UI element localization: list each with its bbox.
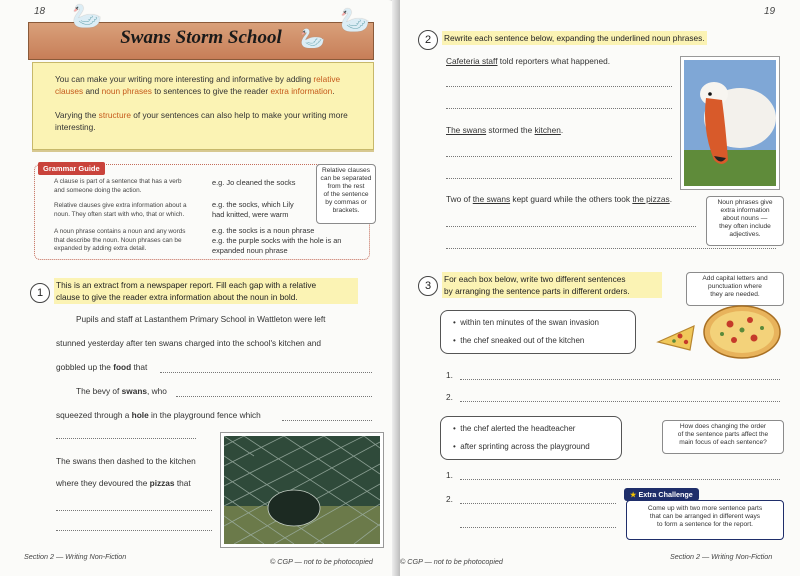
instruction-line: clause to give the reader extra information about the noun in bold. xyxy=(56,292,298,302)
bold-noun: food xyxy=(113,362,132,372)
answer-number: 1. xyxy=(446,470,453,480)
underlined-noun-phrase: kitchen xyxy=(534,125,561,135)
q2-answer-line[interactable] xyxy=(446,156,672,157)
text-span: in the playground fence which xyxy=(148,410,261,420)
q2-answer-line[interactable] xyxy=(446,108,672,109)
instruction-line: This is an extract from a newspaper report. Fill each gap with a relative xyxy=(56,280,317,290)
gg-text-line: and someone doing the action. xyxy=(54,186,142,194)
text-span: . xyxy=(560,125,564,135)
gg-text-line: Relative clauses give extra information about a xyxy=(54,202,187,209)
note-line: Noun phrases give xyxy=(717,199,773,206)
q1-answer-line[interactable] xyxy=(160,372,372,373)
intro-paragraph-2 xyxy=(55,109,355,133)
answer-number: 1. xyxy=(446,370,453,380)
text-span: The bevy of xyxy=(76,386,122,396)
relative-clause-note xyxy=(316,164,376,224)
gg-clause-def xyxy=(54,178,204,195)
note-line: main focus of each sentence? xyxy=(679,439,767,446)
intro-box xyxy=(32,62,374,150)
bold-noun: pizzas xyxy=(149,478,175,488)
note-line: How does changing the order xyxy=(679,423,767,430)
left-page xyxy=(0,0,396,576)
gg-text-line: that describe the noun. Noun phrases can be xyxy=(54,236,182,244)
q2-answer-line[interactable] xyxy=(446,226,696,227)
q2-answer-line[interactable] xyxy=(446,178,672,179)
sentence-parts-box-2 xyxy=(440,416,622,460)
note-line: about nouns — xyxy=(722,215,768,222)
q2-answer-line[interactable] xyxy=(446,248,776,249)
sentence-part-text: within ten minutes of the swan invasion xyxy=(460,318,599,327)
page-number-left: 18 xyxy=(34,6,46,17)
q3-answer-line[interactable] xyxy=(460,479,780,480)
pizza-slice-icon xyxy=(656,322,696,357)
text-span: that xyxy=(131,362,148,372)
instruction-line: For each box below, write two different sentences xyxy=(444,274,626,284)
q2-sentence-1 xyxy=(446,56,610,66)
q1-answer-line[interactable] xyxy=(282,420,372,421)
question-3-number: 3 xyxy=(418,276,438,296)
note-line: of the sentence xyxy=(323,191,369,198)
right-page xyxy=(400,0,800,576)
bold-noun: hole xyxy=(131,410,149,420)
note-line: brackets. xyxy=(332,207,360,214)
extra-challenge-label: Extra Challenge xyxy=(638,490,693,499)
pizza-icon xyxy=(702,304,782,365)
gg-noun-phrase-eg xyxy=(212,226,341,256)
extra-challenge-box xyxy=(626,500,784,540)
text-span: of your sentences can also help to make your writing more interesting. xyxy=(55,110,348,132)
note-line: extra information xyxy=(720,207,770,214)
q3-answer-line[interactable] xyxy=(460,401,780,402)
instruction-line: by arranging the sentence parts in different orders. xyxy=(444,286,630,296)
highlighted-term: noun phrases xyxy=(101,86,152,96)
q1-text-line xyxy=(56,410,261,420)
note-line: Add capital letters and xyxy=(702,275,768,282)
underlined-noun-phrase: the pizzas xyxy=(632,194,670,204)
highlighted-term: relative xyxy=(313,74,341,84)
footer-copyright: © CGP — not to be photocopied xyxy=(400,557,503,566)
swan-photo xyxy=(680,56,780,190)
swan-icon: 🦢 xyxy=(72,3,102,30)
sentence-parts-box-1 xyxy=(440,310,636,354)
note-line: Relative clauses xyxy=(321,167,370,174)
fence-hole-image xyxy=(224,436,380,544)
gg-eg-line: e.g. the socks, which Lily xyxy=(212,200,294,209)
swan-icon: 🦢 xyxy=(340,7,370,34)
note-line: they are needed. xyxy=(710,291,760,298)
note-line: they often include xyxy=(719,223,771,230)
sentence-part-text: after sprinting across the playground xyxy=(460,442,590,451)
gg-relative-clause-def xyxy=(54,202,204,219)
bold-noun: swans xyxy=(121,386,148,396)
note-line: from the rest xyxy=(327,183,365,190)
highlighted-term: structure xyxy=(98,110,131,120)
q1-text-line xyxy=(76,386,167,396)
noun-phrase-note xyxy=(706,196,784,246)
swan-close-up-image xyxy=(684,60,776,186)
q1-text-line xyxy=(56,362,147,372)
text-span: kept guard while the others took xyxy=(510,194,633,204)
gg-noun-phrase-def xyxy=(54,228,204,254)
gg-text-line: A noun phrase contains a noun and any words xyxy=(54,228,186,235)
star-icon: ★ xyxy=(630,490,637,499)
sentence-part-text: the chef alerted the headteacher xyxy=(460,424,576,433)
answer-number: 2. xyxy=(446,494,453,504)
question-2-instruction: Rewrite each sentence below, expanding the underlined noun phrases. xyxy=(444,33,705,43)
q3-answer-line[interactable] xyxy=(460,503,616,504)
gg-text-line: expanded by adding extra detail. xyxy=(54,245,147,252)
q1-answer-line[interactable] xyxy=(56,530,212,531)
text-span: stormed the xyxy=(486,125,535,135)
gg-eg-line: expanded noun phrase xyxy=(212,246,288,255)
sentence-part: • after sprinting across the playground xyxy=(453,442,590,451)
question-2-number: 2 xyxy=(418,30,438,50)
footer-copyright: © CGP — not to be photocopied xyxy=(270,557,373,566)
punctuation-note xyxy=(686,272,784,306)
q2-sentence-3 xyxy=(446,194,672,204)
note-line: by commas or xyxy=(325,199,367,206)
note-line: of the sentence parts affect the xyxy=(677,431,769,438)
q1-answer-line[interactable] xyxy=(56,510,212,511)
text-span: and xyxy=(83,86,102,96)
gg-eg-line: e.g. the purple socks with the hole is an xyxy=(212,236,342,245)
highlighted-term: clauses xyxy=(55,86,84,96)
sentence-part: • within ten minutes of the swan invasion xyxy=(453,318,599,327)
question-1-instruction xyxy=(54,278,358,304)
note-line: punctuation where xyxy=(708,283,762,290)
text-span: told reporters what happened. xyxy=(497,56,611,66)
intro-paragraph-1 xyxy=(55,73,355,97)
underlined-noun-phrase: the swans xyxy=(472,194,511,204)
fence-photo xyxy=(220,432,384,548)
sentence-part-text: the chef sneaked out of the kitchen xyxy=(460,336,585,345)
focus-question-note xyxy=(662,420,784,454)
page-number-right: 19 xyxy=(764,6,776,17)
gg-text-line: noun. They often start with who, that or which. xyxy=(54,210,185,218)
text-span: that xyxy=(174,478,191,488)
note-line: adjectives. xyxy=(729,231,761,238)
text-span: where they devoured the xyxy=(56,478,150,488)
whole-pizza-drawing xyxy=(702,304,782,360)
footer-left: Section 2 — Writing Non-Fiction xyxy=(24,552,127,561)
page-title: Swans Storm School xyxy=(120,27,282,48)
underlined-noun-phrase: The swans xyxy=(446,125,487,135)
text-span: squeezed through a xyxy=(56,410,132,420)
gg-eg-line: had knitted, were warm xyxy=(212,210,289,219)
underlined-noun-phrase: Cafeteria staff xyxy=(446,56,498,66)
challenge-line: to form a sentence for the report. xyxy=(656,521,754,528)
gg-text-line: A clause is part of a sentence that has a verb xyxy=(54,178,182,185)
q1-text-line: The swans then dashed to the kitchen xyxy=(56,456,196,466)
text-span: Two of xyxy=(446,194,473,204)
q1-text-line xyxy=(56,478,191,488)
gg-eg-line: e.g. the socks is a noun phrase xyxy=(212,226,315,235)
text-span: You can make your writing more interesting and informative by adding xyxy=(55,74,314,84)
grammar-guide-tag: Grammar Guide xyxy=(38,162,105,175)
answer-number: 2. xyxy=(446,392,453,402)
q1-answer-line[interactable] xyxy=(56,438,196,439)
question-1-number: 1 xyxy=(30,283,50,303)
q2-answer-line[interactable] xyxy=(446,86,672,87)
challenge-line: Come up with two more sentence parts xyxy=(647,505,763,512)
gg-relative-clause-eg xyxy=(212,200,294,220)
q1-text-line: Pupils and staff at Lastanthem Primary School in Wattleton were left xyxy=(76,314,326,324)
pizza-slice-drawing xyxy=(656,322,696,352)
gg-clause-eg: e.g. Jo cleaned the socks xyxy=(212,178,296,187)
q3-answer-line[interactable] xyxy=(460,527,616,528)
sentence-part: • the chef sneaked out of the kitchen xyxy=(453,336,585,345)
q2-sentence-2 xyxy=(446,125,563,135)
highlighted-term: extra information xyxy=(270,86,333,96)
q3-answer-line[interactable] xyxy=(460,379,780,380)
text-span: , who xyxy=(147,386,167,396)
text-span: . xyxy=(669,194,673,204)
question-3-instruction xyxy=(442,272,662,298)
q1-answer-line[interactable] xyxy=(176,396,372,397)
swan-icon: 🦢 xyxy=(300,28,325,50)
sentence-part: • the chef alerted the headteacher xyxy=(453,424,576,433)
footer-right: Section 2 — Writing Non-Fiction xyxy=(670,552,773,561)
text-span: gobbled up the xyxy=(56,362,114,372)
challenge-line: that can be arranged in different ways xyxy=(649,513,761,520)
note-line: can be separated xyxy=(320,175,372,182)
text-span: . xyxy=(332,86,335,96)
text-span: Varying the xyxy=(55,110,99,120)
text-span: to sentences to give the reader xyxy=(151,86,271,96)
q1-text-line: stunned yesterday after ten swans charged into the school's kitchen and xyxy=(56,338,321,348)
